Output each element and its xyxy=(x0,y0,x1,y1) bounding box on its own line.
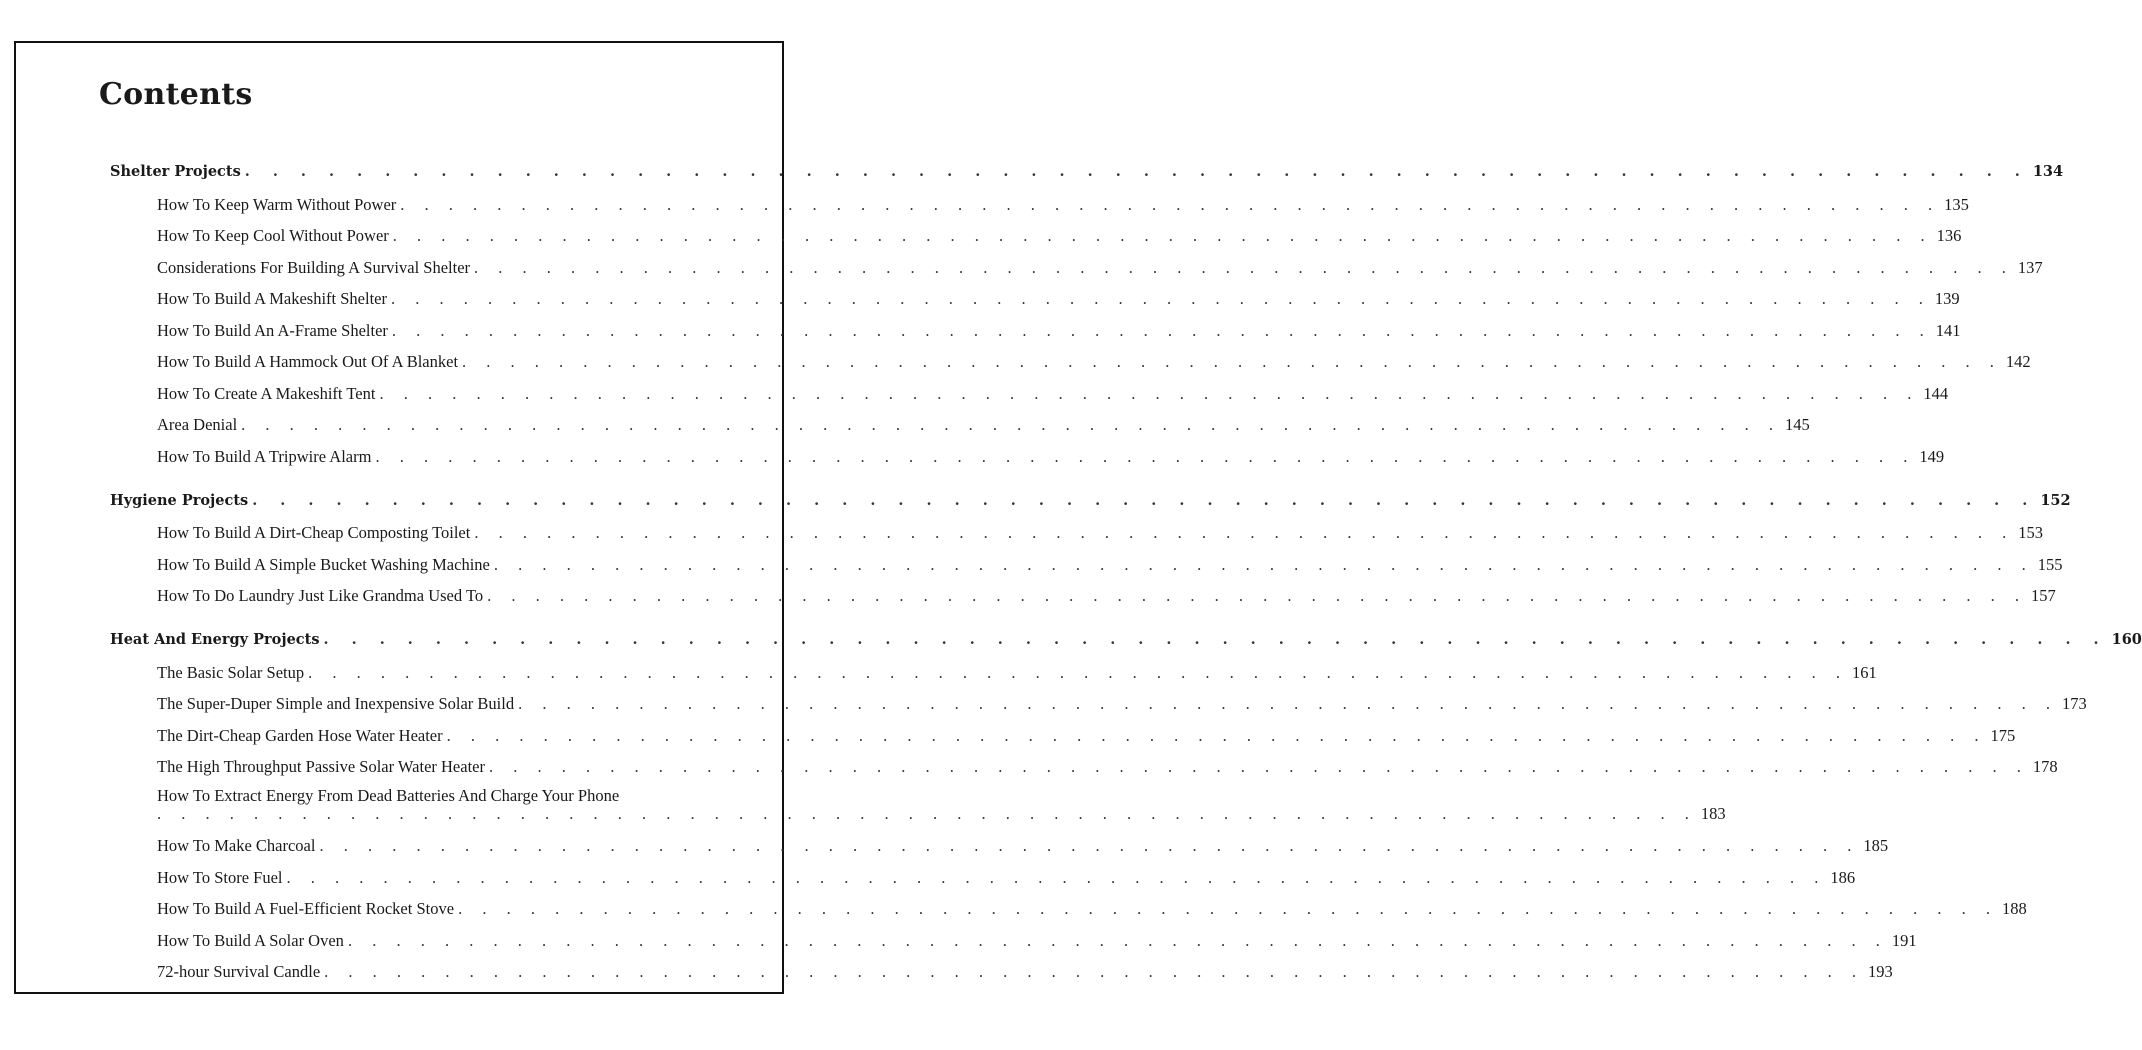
toc-entry[interactable] xyxy=(157,257,2043,278)
leader-dots: . . . . . . . . . . . . . . . . . . . . . . . . . . . . . . . . . . . . . . . . . . . . . . . . . . . . . . . . . . . . . . . . xyxy=(244,163,2029,180)
leader-dots: . . . . . . . . . . . . . . . . . . . . . . . . . . . . . . . . . . . . . . . . . . . . . . . . . . . . . . . . . . . . . . . . xyxy=(391,320,1932,340)
toc-section-entry[interactable] xyxy=(110,162,2064,182)
toc-entry-title: How To Keep Cool Without Power xyxy=(157,226,389,245)
toc-entry-title: How To Make Charcoal xyxy=(157,836,316,855)
toc-entry-title: The Dirt-Cheap Garden Hose Water Heater xyxy=(157,725,443,745)
leader-dots: . . . . . . . . . . . . . . . . . . . . . . . . . . . . . . . . . . . . . . . . . . . . . . . . . . . . . . . . . . . . . . . . xyxy=(308,662,1848,682)
toc-page-number: 136 xyxy=(1936,226,1962,245)
toc-entry[interactable] xyxy=(157,694,2087,714)
toc-entry-title: How To Build A Solar Oven xyxy=(157,930,344,950)
toc-page-number: 139 xyxy=(1934,289,1960,308)
toc-entry[interactable] xyxy=(157,662,1877,683)
toc-page-number: 134 xyxy=(2032,163,2064,180)
toc-entry[interactable] xyxy=(157,785,1726,823)
leader-dots: . . . . . . . . . . . . . . . . . . . . . . . . . . . . . . . . . . . . . . . . . . . . . . . . . . . . . . . . . . . . . . . . xyxy=(319,836,1860,855)
leader-dots: . . . . . . . . . . . . . . . . . . . . . . . . . . . . . . . . . . . . . . . . . . . . . . . . . . . . . . . . . . . . . . . . xyxy=(286,867,1827,887)
toc-entry[interactable] xyxy=(157,757,2058,777)
toc-page-number: 141 xyxy=(1935,320,1961,340)
toc-entry[interactable] xyxy=(157,415,1810,435)
leader-dots: . . . . . . . . . . . . . . . . . . . . . . . . . . . . . . . . . . . . . . . . . . . . . . . . . . . . . . . . . . . . . . . . xyxy=(324,962,1865,981)
toc-entry-title: How To Build A Fuel-Efficient Rocket Stove xyxy=(157,899,455,918)
document-page xyxy=(14,41,2142,994)
toc-page-number: 178 xyxy=(2032,757,2058,776)
toc-entry-title: Considerations For Building A Survival Shelter xyxy=(157,257,471,277)
leader-dots: . . . . . . . . . . . . . . . . . . . . . . . . . . . . . . . . . . . . . . . . . . . . . . . . . . . . . . . . . . . . . . . . xyxy=(375,446,1916,466)
toc-page-number: 175 xyxy=(1990,725,2016,745)
toc-page-number: 149 xyxy=(1919,446,1945,466)
toc-entry-title: How To Build A Makeshift Shelter xyxy=(157,289,387,308)
toc-section-entry[interactable] xyxy=(110,630,2142,650)
toc-page-number: 135 xyxy=(1944,194,1969,214)
leader-dots: . . . . . . . . . . . . . . . . . . . . . . . . . . . . . . . . . . . . . . . . . . . . . . . . . . . . . . . . . . . . . . . . xyxy=(493,554,2034,574)
toc-entry-title: How To Build An A-Frame Shelter xyxy=(157,320,388,340)
toc-page-number: 160 xyxy=(2111,631,2142,648)
page-title: Contents xyxy=(99,77,253,112)
leader-dots: . . . . . . . . . . . . . . . . . . . . . . . . . . . . . . . . . . . . . . . . . . . . . . . . . . . . . . . . . . . . . . . . xyxy=(487,586,2027,605)
toc-entry-title: How To Build A Tripwire Alarm xyxy=(157,446,372,466)
leader-dots: . . . . . . . . . . . . . . . . . . . . . . . . . . . . . . . . . . . . . . . . . . . . . . . . . . . . . . . . . . . . . . . . xyxy=(489,757,2029,776)
leader-dots: . . . . . . . . . . . . . . . . . . . . . . . . . . . . . . . . . . . . . . . . . . . . . . . . . . . . . . . . . . . . . . . . xyxy=(400,194,1941,214)
toc-entry-title: The High Throughput Passive Solar Water Heater xyxy=(157,757,485,776)
toc-entry[interactable] xyxy=(157,867,1856,888)
table-of-contents xyxy=(16,43,2142,992)
leader-dots: . . . . . . . . . . . . . . . . . . . . . . . . . . . . . . . . . . . . . . . . . . . . . . . . . . . . . . . . . . . . . . . . xyxy=(446,725,1987,745)
toc-section-title: Heat And Energy Projects xyxy=(110,631,320,648)
toc-entry[interactable] xyxy=(157,320,1961,341)
toc-entry[interactable] xyxy=(157,554,2063,575)
toc-page-number: 144 xyxy=(1923,383,1949,403)
leader-dots: . . . . . . . . . . . . . . . . . . . . . . . . . . . . . . . . . . . . . . . . . . . . . . . . . . . . . . . . . . . . . . . . xyxy=(323,631,2108,648)
leader-dots: . . . . . . . . . . . . . . . . . . . . . . . . . . . . . . . . . . . . . . . . . . . . . . . . . . . . . . . . . . . . . . . . xyxy=(347,930,1888,950)
toc-entry[interactable] xyxy=(157,836,1889,856)
leader-dots: . . . . . . . . . . . . . . . . . . . . . . . . . . . . . . . . . . . . . . . . . . . . . . . . . . . . . . . . . . . . . . . . xyxy=(252,491,2037,509)
toc-entry[interactable] xyxy=(157,962,1893,982)
toc-entry-title: How To Keep Warm Without Power xyxy=(157,194,397,214)
toc-entry-title: How To Do Laundry Just Like Grandma Used To xyxy=(157,586,484,605)
toc-entry[interactable] xyxy=(157,194,1969,215)
toc-entry[interactable] xyxy=(157,523,2043,543)
toc-section-title: Hygiene Projects xyxy=(110,491,249,509)
toc-entry[interactable] xyxy=(157,289,1960,309)
toc-entry[interactable] xyxy=(157,226,1962,246)
toc-entry[interactable] xyxy=(157,899,2027,919)
toc-page-number: 157 xyxy=(2031,586,2056,605)
toc-section-entry[interactable] xyxy=(110,491,2071,511)
toc-page-number: 142 xyxy=(2005,352,2031,371)
toc-entry[interactable] xyxy=(157,930,1917,951)
toc-entry[interactable] xyxy=(157,383,1949,404)
leader-dots: . . . . . . . . . . . . . . . . . . . . . . . . . . . . . . . . . . . . . . . . . . . . . . . . . . . . . . . . . . . . . . . . xyxy=(241,415,1782,434)
toc-page-number: 145 xyxy=(1785,415,1810,434)
toc-page-number: 155 xyxy=(2037,554,2063,574)
toc-section-title: Shelter Projects xyxy=(110,163,241,180)
leader-dots: . . . . . . . . . . . . . . . . . . . . . . . . . . . . . . . . . . . . . . . . . . . . . . . . . . . . . . . . . . . . . . . . xyxy=(379,383,1920,403)
toc-entry[interactable] xyxy=(157,446,1945,467)
leader-dots: . . . . . . . . . . . . . . . . . . . . . . . . . . . . . . . . . . . . . . . . . . . . . . . . . . . . . . . . . . . . . . . . xyxy=(458,899,1998,918)
leader-dots: . . . . . . . . . . . . . . . . . . . . . . . . . . . . . . . . . . . . . . . . . . . . . . . . . . . . . . . . . . . . . . . . xyxy=(474,257,2014,277)
toc-entry[interactable] xyxy=(157,352,2031,372)
toc-entry-title: How To Create A Makeshift Tent xyxy=(157,383,376,403)
leader-dots: . . . . . . . . . . . . . . . . . . . . . . . . . . . . . . . . . . . . . . . . . . . . . . . . . . . . . . . . . . . . . . . . xyxy=(518,694,2058,713)
toc-page-number: 188 xyxy=(2001,899,2027,918)
leader-dots: . . . . . . . . . . . . . . . . . . . . . . . . . . . . . . . . . . . . . . . . . . . . . . . . . . . . . . . . . . . . . . . . xyxy=(392,226,1933,245)
toc-entry-title: The Super-Duper Simple and Inexpensive Solar Build xyxy=(157,694,515,713)
toc-page-number: 153 xyxy=(2018,523,2043,542)
toc-page-number: 137 xyxy=(2017,257,2043,277)
toc-page-number: 185 xyxy=(1863,836,1889,855)
leader-dots: . . . . . . . . . . . . . . . . . . . . . . . . . . . . . . . . . . . . . . . . . . . . . . . . . . . . . . . . . . . . . . . . xyxy=(462,352,2002,371)
toc-entry-title: 72-hour Survival Candle xyxy=(157,962,321,981)
leader-dots: . . . . . . . . . . . . . . . . . . . . . . . . . . . . . . . . . . . . . . . . . . . . . . . . . . . . . . . . . . . . . . . . xyxy=(391,289,1931,308)
toc-page-number: 191 xyxy=(1891,930,1917,950)
toc-entry-title: How To Build A Hammock Out Of A Blanket xyxy=(157,352,459,371)
toc-page-number: 193 xyxy=(1868,962,1893,981)
toc-entry-title: How To Build A Simple Bucket Washing Machine xyxy=(157,554,490,574)
toc-page-number: 152 xyxy=(2040,491,2071,509)
toc-entry-title: The Basic Solar Setup xyxy=(157,662,305,682)
toc-page-number: 173 xyxy=(2061,694,2087,713)
toc-entry[interactable] xyxy=(157,725,2016,746)
toc-page-number: 183 xyxy=(1700,803,1726,823)
toc-page-number: 161 xyxy=(1851,662,1877,682)
toc-entry-title: How To Extract Energy From Dead Batteries And Charge Your Phone xyxy=(157,785,620,805)
leader-dots: . . . . . . . . . . . . . . . . . . . . . . . . . . . . . . . . . . . . . . . . . . . . . . . . . . . . . . . . . . . . . . . . xyxy=(474,523,2015,542)
toc-entry-title: How To Build A Dirt-Cheap Composting Toilet xyxy=(157,523,471,542)
toc-entry[interactable] xyxy=(157,586,2056,606)
toc-entry-title: Area Denial xyxy=(157,415,238,434)
toc-entry-title: How To Store Fuel xyxy=(157,867,283,887)
toc-page-number: 186 xyxy=(1830,867,1856,887)
leader-dots: . . . . . . . . . . . . . . . . . . . . . . . . . . . . . . . . . . . . . . . . . . . . . . . . . . . . . . . . . . . . . . . . xyxy=(157,803,1697,823)
